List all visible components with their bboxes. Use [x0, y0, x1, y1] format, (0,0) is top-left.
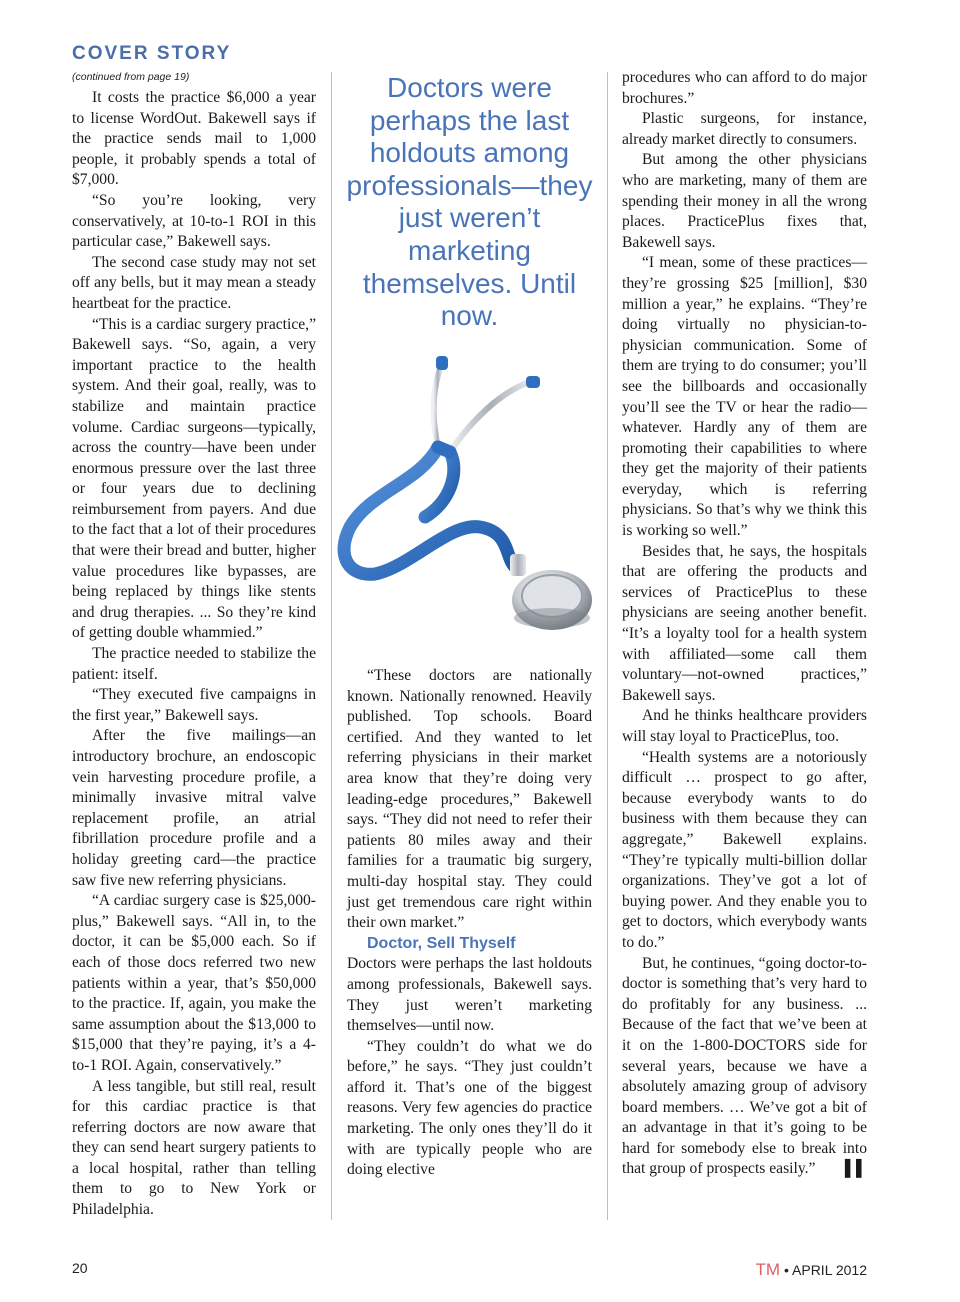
magazine-logo: TM: [755, 1260, 781, 1279]
page-number: 20: [72, 1260, 88, 1276]
issue-date: APRIL 2012: [792, 1262, 867, 1278]
paragraph: Besides that, he says, the hospitals that are offering the products and services of PracticePlus to these physicians are seeing another benefit. “It’s a loyalty tool for a health system with affiliated—some call them voluntary—not-owned practices,” Bakewell says.: [622, 542, 867, 704]
section-label: COVER STORY: [72, 43, 232, 64]
paragraph: And he thinks healthcare providers will stay loyal to PracticePlus, too.: [622, 707, 867, 745]
paragraph: “These doctors are nationally known. Nationally renowned. Heavily published. Top schools. Board certified. And they wanted to let referring physicians in their market area know that they’re doing very leading-edge procedures,” Bakewell says. “They did not need to refer their patients 80 miles away and their families for a traumatic big surgery, multi-day hospital stay. They could just get tremendous care right within their own market.”: [347, 667, 592, 932]
paragraph: A less tangible, but still real, result for this cardiac practice is that referring doctors are now aware that they can send heart surgery patients to a local hospital, rather than telling them to go to New York or Philadelphia.: [72, 1077, 316, 1219]
paragraph: “So you’re looking, very conservatively, at 10-to-1 ROI in this particular case,” Bakewell says.: [72, 191, 316, 251]
paragraph: But, he continues, “going doctor-to-doctor is something that’s very hard to do profitably for any business. ... Because of the fact that we’ve been at it on the 1-800-DOCTORS side for several years, because we have a absolutely amazing group of advisory board members. … We’ve got a bit of an advantage in that it’s going to be hard for somebody else to break into that group of prospects easily.” ▌▌: [622, 954, 867, 1181]
paragraph: It costs the practice $6,000 a year to license WordOut. Bakewell says if the practice sends mail to 1,000 people, it probably spends a total of $7,000.: [72, 89, 316, 189]
paragraph: The practice needed to stabilize the patient: itself.: [72, 645, 316, 683]
paragraph: But among the other physicians who are marketing, many of them are spending their money in all the wrong places. PracticePlus fixes that, Bakewell says.: [622, 151, 867, 251]
paragraph: “I mean, some of these practices—they’re grossing $25 [million], $30 million a year,” he explains. “They’re doing virtually no physician-to-physician communication. Some of them are trying to do consumer; you’ll see the billboards and occasionally you’ll see the TV or hear the radio—whatever. Hardly any of them are promoting their capabilities to where they get the majority of their patients everyday, which is referring physicians. So that’s why we think this is working so well.”: [622, 254, 867, 540]
end-mark: ▌▌: [844, 1160, 867, 1178]
footer-separator: •: [783, 1262, 789, 1278]
paragraph: Doctors were perhaps the last holdouts among professionals, Bakewell says. They just weren’t marketing themselves—until now.: [347, 955, 592, 1035]
paragraph: “This is a cardiac surgery practice,” Bakewell says. “So, again, a very important practice to the health system. And their goal, really, was to stabilize and maintain practice volume. Cardiac surgeons—typically, across the country—have been under enormous pressure over the last three or four years due to declining reimbursement from payers. And due to the fact that a lot of their procedures that were their bread and butter, higher value procedures like bypasses, are being replaced by things like stents and drug therapies. ... So they’re kind of getting double whammied.”: [72, 315, 316, 642]
pull-quote: Doctors were perhaps the last holdouts among professionals—they just weren’t marketing themselves. Until now.: [346, 72, 593, 332]
footer-issue: [756, 1260, 867, 1280]
paragraph: The second case study may not set off any bells, but it may mean a steady heartbeat for the practice.: [72, 253, 316, 312]
paragraph: “They couldn’t do what we do before,” he says. “They just couldn’t afford it. That’s one of the biggest reasons. Very few agencies do practice marketing. The only ones they’ll do it with are typically people who are doing elective: [347, 1037, 592, 1179]
paragraph: “They executed five campaigns in the first year,” Bakewell says.: [72, 686, 316, 724]
paragraph: After the five mailings—an introductory brochure, an endoscopic vein harvesting procedure profile, a minimally invasive mitral valve replacement profile, an atrial fibrillation procedure profile and a holiday greeting card—the practice saw five new referring physicians.: [72, 727, 316, 889]
article-column-2: [347, 666, 592, 1181]
paragraph: Plastic surgeons, for instance, already market directly to consumers.: [622, 110, 867, 148]
article-column-3: [622, 68, 867, 1180]
column-divider-right: [607, 72, 608, 1220]
subhead: Doctor, Sell Thyself: [367, 934, 516, 952]
continued-note: (continued from page 19): [72, 71, 190, 83]
article-column-1: [72, 88, 316, 1221]
paragraph: “A cardiac surgery case is $25,000-plus,” Bakewell says. “All in, to the doctor, it can be $5,000 each. So if each of those docs referred two new patients within a year, that’s $50,000 to the practice. If, again, you make the same assumption about the $13,000 to $15,000 that they’re paying, it’s a 4-to-1 ROI. Again, conservatively.”: [72, 892, 316, 1074]
stethoscope-icon: [330, 352, 600, 652]
paragraph-continued: procedures who can afford to do major brochures.”: [622, 69, 867, 107]
paragraph: “Health systems are a notoriously difficult … prospect to go after, because everybody wants to do business with them because they can aggregate,” Bakewell explains. “They’re typically multi-billion dollar organizations. They’ve got a lot of buying power. And they enable you to get to doctors, which everybody wants to do.”: [622, 748, 867, 951]
